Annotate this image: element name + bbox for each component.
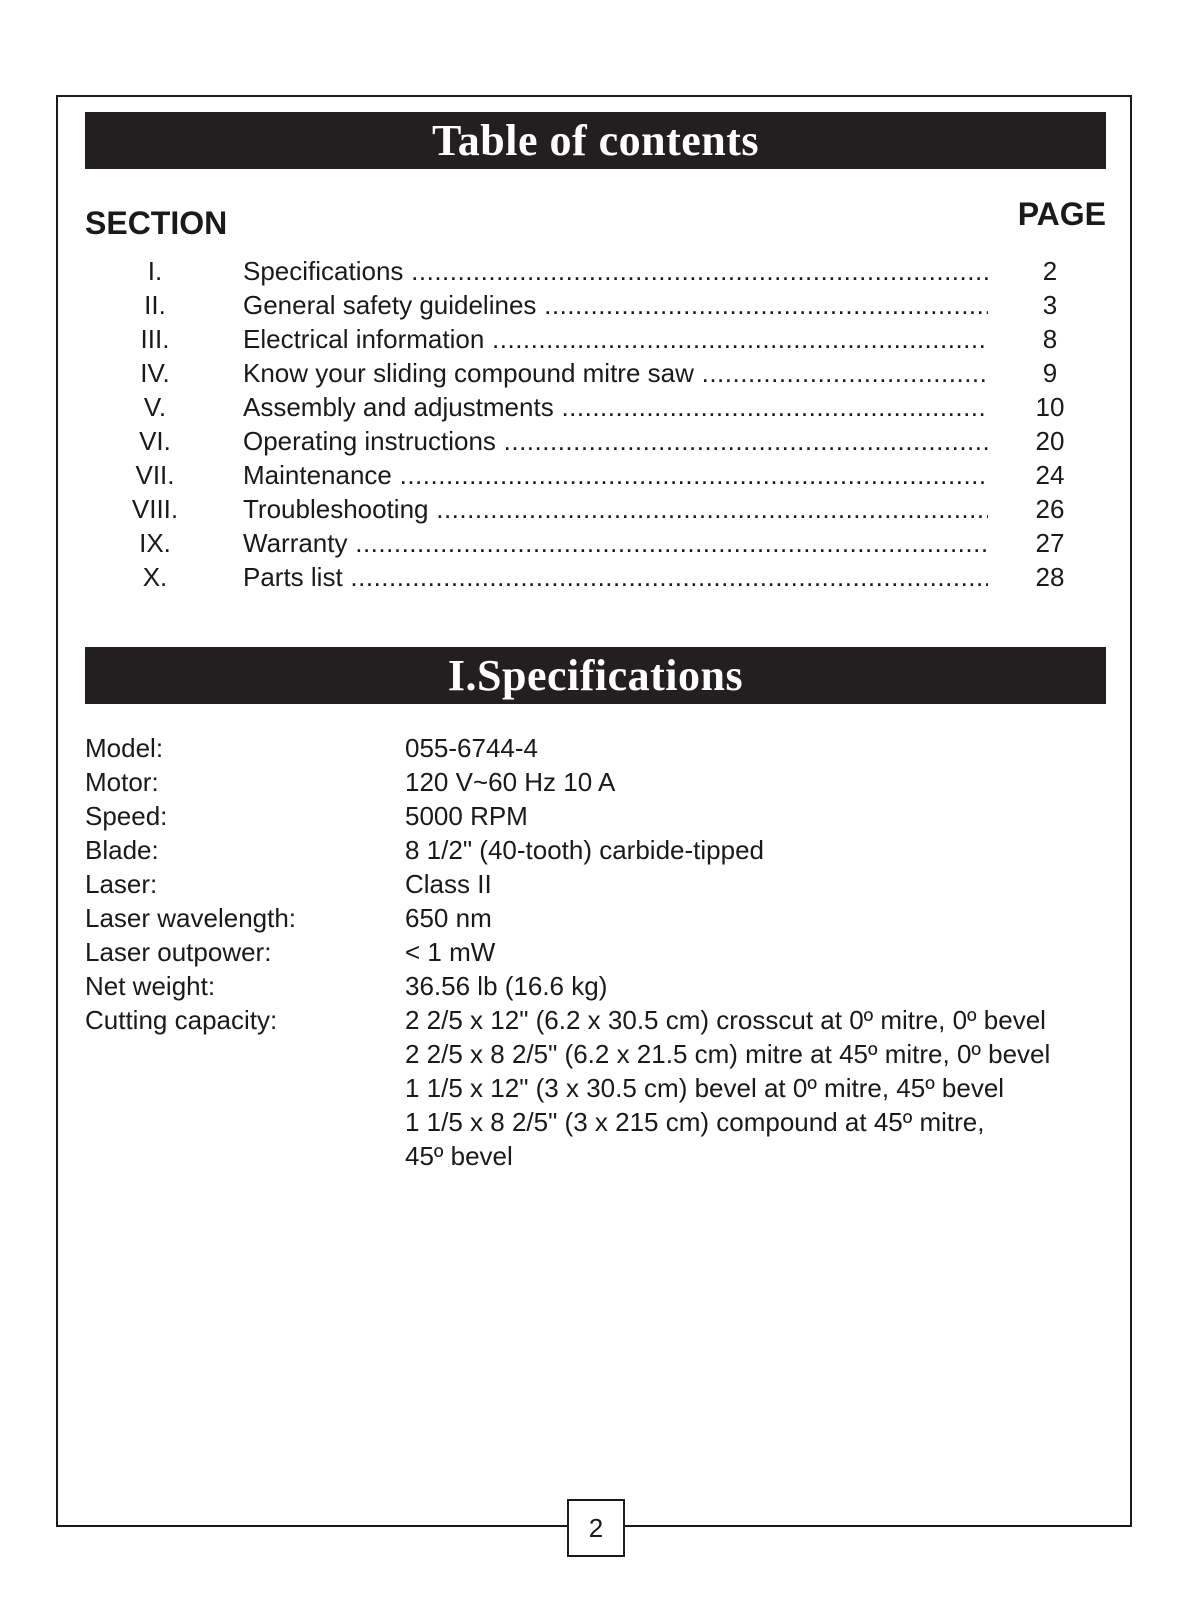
toc-row[interactable]	[85, 322, 1106, 356]
toc-row[interactable]	[85, 492, 1106, 526]
toc-row[interactable]	[85, 526, 1106, 560]
toc-page: 24	[1035, 460, 1065, 490]
toc-title: Specifications .....	[243, 254, 988, 288]
spec-label: Motor:	[85, 767, 159, 797]
spec-value-line: 055-6744-4	[405, 733, 538, 763]
spec-label: Laser wavelength:	[85, 903, 297, 933]
spec-value	[405, 1003, 1115, 1173]
toc-page: 26	[1035, 494, 1065, 524]
spec-value-line: Class II	[405, 869, 492, 899]
section-column-header: SECTION	[85, 205, 228, 241]
toc-number: X.	[142, 562, 168, 592]
toc-number: VII.	[135, 460, 175, 490]
spec-value	[405, 731, 1115, 765]
page-number: 2	[567, 1499, 625, 1557]
spec-value-line: 1 1/5 x 12" (3 x 30.5 cm) bevel at 0º mitre, 45º bevel	[405, 1073, 1005, 1103]
toc-title: Assembly and adjustments .....	[243, 390, 988, 424]
toc-row[interactable]	[85, 356, 1106, 390]
spec-row	[85, 901, 1115, 935]
toc-title: Parts list .....	[243, 560, 988, 594]
toc-row[interactable]	[85, 254, 1106, 288]
spec-value-line: 2 2/5 x 8 2/5" (6.2 x 21.5 cm) mitre at 45º mitre, 0º bevel	[405, 1039, 1051, 1069]
spec-value	[405, 765, 1115, 799]
toc-number: IV.	[140, 358, 170, 388]
spec-value	[405, 867, 1115, 901]
spec-row	[85, 833, 1115, 867]
toc-banner: Table of contents	[85, 112, 1106, 169]
spec-label: Laser:	[85, 869, 158, 899]
spec-label: Blade:	[85, 835, 159, 865]
spec-value	[405, 799, 1115, 833]
toc-row[interactable]	[85, 288, 1106, 322]
toc-page: 20	[1035, 426, 1065, 456]
spec-value-line: < 1 mW	[405, 937, 496, 967]
spec-value	[405, 935, 1115, 969]
spec-label: Speed:	[85, 801, 168, 831]
spec-row	[85, 867, 1115, 901]
toc-number: II.	[144, 290, 166, 320]
toc-page: 10	[1035, 392, 1065, 422]
toc-row[interactable]	[85, 424, 1106, 458]
spec-label: Laser outpower:	[85, 937, 272, 967]
spec-value-line: 36.56 lb (16.6 kg)	[405, 971, 608, 1001]
spec-row	[85, 765, 1115, 799]
toc-title: General safety guidelines .....	[243, 288, 988, 322]
spec-row	[85, 969, 1115, 1003]
toc-title: Know your sliding compound mitre saw .....	[243, 356, 988, 390]
toc-title: Operating instructions .....	[243, 424, 988, 458]
spec-row	[85, 731, 1115, 765]
spec-value	[405, 901, 1115, 935]
spec-value-line: 1 1/5 x 8 2/5" (3 x 215 cm) compound at 45º mitre,	[405, 1107, 985, 1137]
spec-row	[85, 799, 1115, 833]
toc-number: III.	[140, 324, 170, 354]
toc-page: 8	[1042, 324, 1058, 354]
toc-page: 9	[1042, 358, 1058, 388]
toc-title: Electrical information .....	[243, 322, 988, 356]
toc-list	[85, 254, 1106, 594]
spec-value-line: 8 1/2" (40-tooth) carbide-tipped	[405, 835, 764, 865]
spec-value-line: 5000 RPM	[405, 801, 528, 831]
toc-page: 27	[1035, 528, 1065, 558]
toc-page: 3	[1042, 290, 1058, 320]
spec-row	[85, 935, 1115, 969]
spec-value	[405, 833, 1115, 867]
spec-label: Net weight:	[85, 971, 216, 1001]
toc-title: Troubleshooting .....	[243, 492, 988, 526]
spec-value-line: 120 V~60 Hz 10 A	[405, 767, 616, 797]
spec-value-line: 650 nm	[405, 903, 492, 933]
spec-label: Cutting capacity:	[85, 1005, 278, 1035]
toc-row[interactable]	[85, 390, 1106, 424]
spec-value-line: 45º bevel	[405, 1141, 513, 1171]
specifications-banner: I.Specifications	[85, 647, 1106, 704]
toc-number: IX.	[139, 528, 171, 558]
toc-page: 28	[1035, 562, 1065, 592]
page-column-header: PAGE	[1017, 196, 1106, 232]
toc-row[interactable]	[85, 560, 1106, 594]
toc-number: I.	[147, 256, 163, 286]
toc-title: Warranty .....	[243, 526, 988, 560]
toc-page: 2	[1042, 256, 1058, 286]
toc-row[interactable]	[85, 458, 1106, 492]
specifications-list	[85, 731, 1115, 1173]
toc-number: V.	[143, 392, 167, 422]
toc-title: Maintenance .....	[243, 458, 988, 492]
spec-value	[405, 969, 1115, 1003]
spec-value-line: 2 2/5 x 12" (6.2 x 30.5 cm) crosscut at 0º mitre, 0º bevel	[405, 1005, 1046, 1035]
spec-label: Model:	[85, 733, 164, 763]
toc-number: VIII.	[131, 494, 179, 524]
spec-row	[85, 1003, 1115, 1173]
toc-number: VI.	[139, 426, 171, 456]
